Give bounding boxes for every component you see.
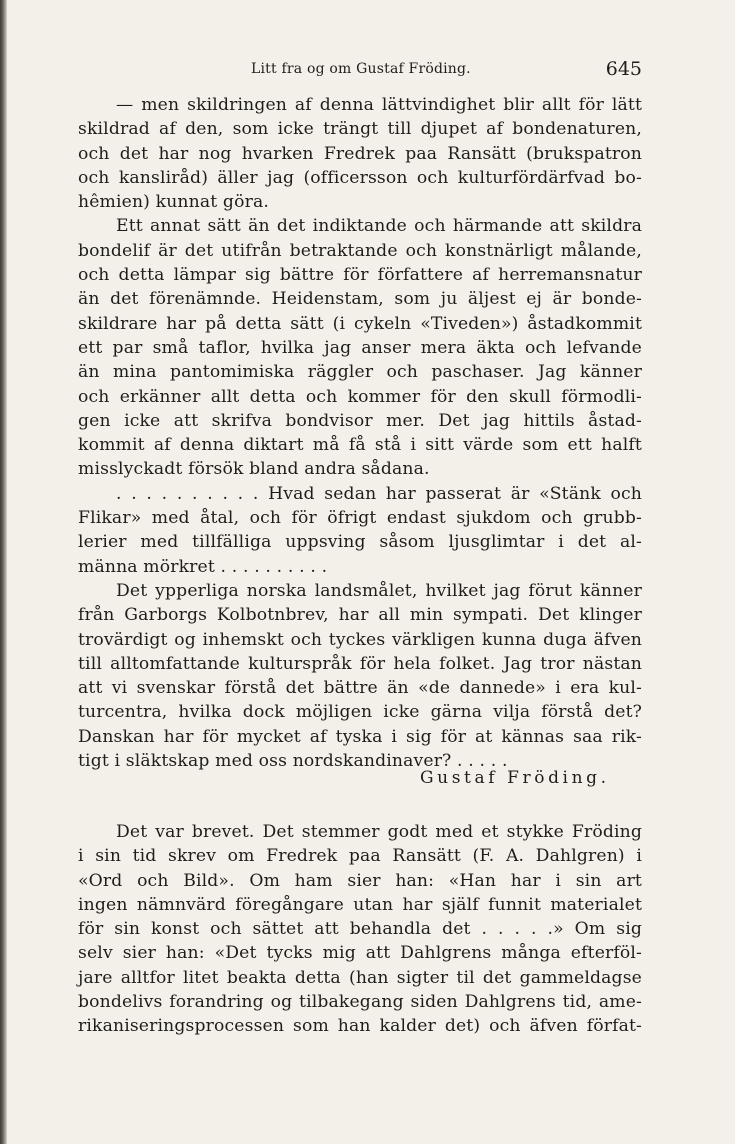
text-line: än mina pantomimiska räggler och paschaser. Jag känner — [78, 362, 642, 383]
text-line: trovärdigt og inhemskt och tyckes värkligen kunna duga äfven — [78, 629, 642, 650]
text-line: än det förenämnde. Heidenstam, som ju äljest ej är bonde- — [78, 289, 642, 310]
text-line: Det ypperliga norska landsmålet, hvilket jag förut känner — [116, 580, 642, 601]
text-line: misslyckadt försök bland andra sådana. — [78, 459, 430, 480]
text-line: bondelif är det utifrån betraktande och konstnärligt målande, — [78, 240, 642, 261]
book-spine-edge — [0, 0, 7, 1144]
commentary-text — [78, 820, 642, 1039]
text-line: tigt i släktskap med oss nordskandinaver? . . . . . — [78, 751, 508, 772]
text-line: lerier med tillfälliga uppsving såsom ljusglimtar i det al- — [78, 532, 642, 553]
text-line: i sin tid skrev om Fredrek paa Ransätt (F. A. Dahlgren) i — [78, 846, 642, 867]
text-line: Danskan har för mycket af tyska i sig för at kännas saa rik- — [78, 726, 642, 747]
text-line: Ett annat sätt än det indiktande och härmande att skildra — [116, 216, 642, 237]
text-line: Flikar» med åtal, och för öfrigt endast sjukdom och grubb- — [78, 508, 642, 529]
page-number: 645 — [605, 58, 642, 80]
text-line: rikaniseringsprocessen som han kalder det) och äfven förfat- — [78, 1016, 642, 1037]
text-line: . . . . . . . . . . Hvad sedan har passerat är «Stänk och — [116, 483, 642, 504]
text-line: och erkänner allt detta och kommer för den skull förmodli- — [78, 386, 642, 407]
text-line: för sin konst och sättet att behandla det . . . . .» Om sig — [78, 919, 642, 940]
text-line: från Garborgs Kolbotnbrev, har all min sympati. Det klinger — [78, 605, 642, 626]
text-line: «Ord och Bild». Om ham sier han: «Han har i sin art — [78, 870, 642, 891]
text-line: till alltomfattande kulturspråk för hela folket. Jag tror nästan — [78, 653, 642, 674]
text-line: Det var brevet. Det stemmer godt med et stykke Fröding — [116, 822, 642, 842]
text-line: turcentra, hvilka dock möjligen icke gärna vilja förstå det? — [78, 702, 642, 723]
running-header — [78, 58, 642, 82]
text-line: och kansliråd) äller jag (officersson och kulturfördärfvad bo- — [78, 167, 642, 188]
letter-text — [78, 93, 642, 773]
text-line: männa mörkret . . . . . . . . . . — [78, 556, 328, 577]
text-line: hêmien) kunnat göra. — [78, 192, 269, 213]
text-line: skildrare har på detta sätt (i cykeln «Tiveden») åstadkommit — [78, 313, 642, 334]
text-line: ett par små taflor, hvilka jag anser mera äkta och lefvande — [78, 337, 642, 358]
text-line: ingen nämnvärd föregångare utan har själf funnit materialet — [78, 894, 642, 915]
text-line: bondelivs forandring og tilbakegang siden Dahlgrens tid, ame- — [78, 992, 642, 1013]
text-line: och det har nog hvarken Fredrek paa Ransätt (brukspatron — [78, 143, 642, 164]
text-line: gen icke att skrifva bondvisor mer. Det jag hittils åstad- — [78, 410, 642, 431]
text-line: skildrad af den, som icke trängt till djupet af bondenaturen, — [78, 119, 642, 140]
letter-signature: Gustaf Fröding. — [420, 768, 610, 788]
running-title: Litt fra og om Gustaf Fröding. — [251, 61, 471, 77]
text-line: att vi svenskar förstå det bättre än «de dannede» i era kul- — [78, 678, 642, 699]
text-line: selv sier han: «Det tycks mig att Dahlgrens många efterföl- — [78, 943, 642, 964]
text-line: jare alltfor litet beakta detta (han sigter til det gammeldagse — [78, 967, 642, 988]
text-line: — men skildringen af denna lättvindighet blir allt för lätt — [116, 95, 642, 115]
text-line: och detta lämpar sig bättre för författere af herremansnatur — [78, 265, 642, 286]
text-line: kommit af denna diktart må få stå i sitt värde som ett halft — [78, 435, 642, 456]
